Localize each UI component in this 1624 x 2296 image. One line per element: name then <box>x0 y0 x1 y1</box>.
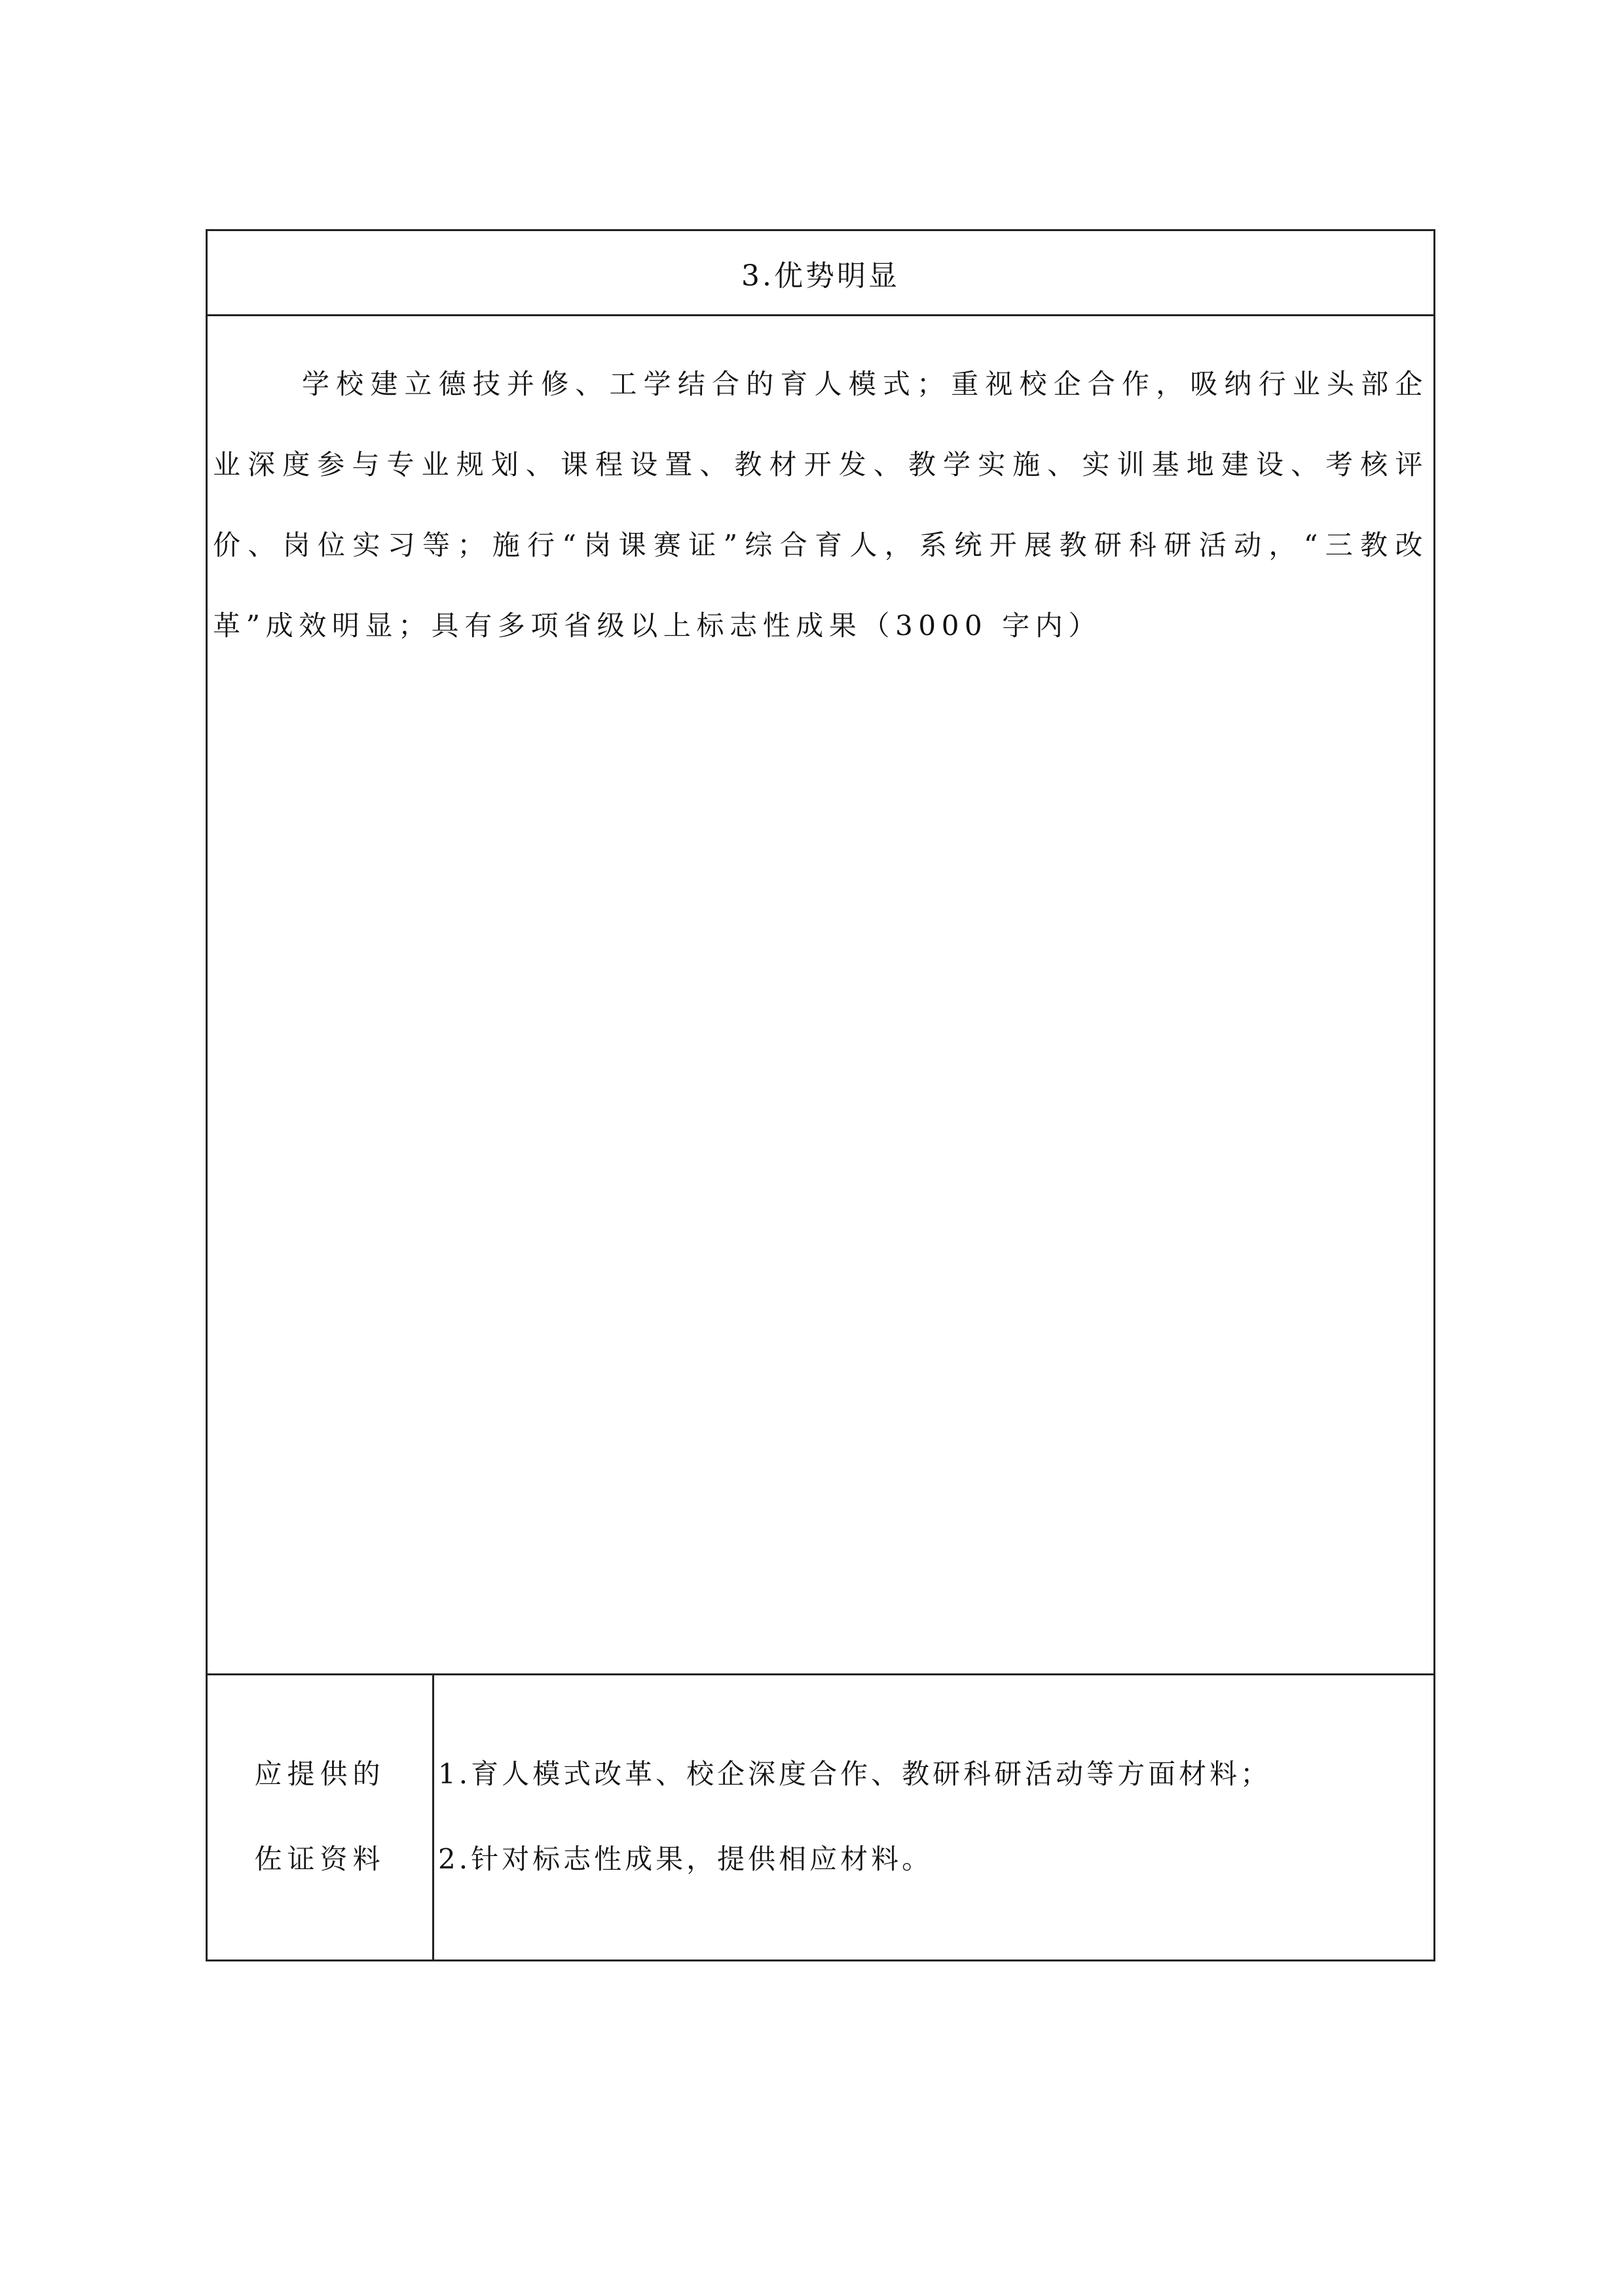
evidence-item: 1.育人模式改革、校企深度合作、教研科研活动等方面材料； <box>438 1758 1272 1790</box>
evidence-label-cell <box>208 1675 434 1961</box>
evidence-items <box>438 1675 1433 1961</box>
evidence-row <box>208 1673 1433 1961</box>
content-area <box>208 316 1433 1673</box>
form-table <box>206 229 1435 1961</box>
section-title: 3.优势明显 <box>741 259 900 293</box>
evidence-label-line-2: 佐证资料 <box>254 1843 386 1875</box>
evidence-label-line-1: 应提供的 <box>254 1758 386 1790</box>
section-description: 学校建立德技并修、工学结合的育人模式；重视校企合作，吸纳行业头部企业深度参与专业规划、课程设置、教材开发、教学实施、实训基地建设、考核评价、岗位实习等；施行“岗课赛证”综合育人，系统开展教研科研活动，“三教改革”成效明显；具有多项省级以上标志性成果（3000 字内） <box>213 368 1428 642</box>
evidence-item: 2.针对标志性成果，提供相应材料。 <box>438 1843 933 1875</box>
section-title-row <box>208 231 1433 316</box>
